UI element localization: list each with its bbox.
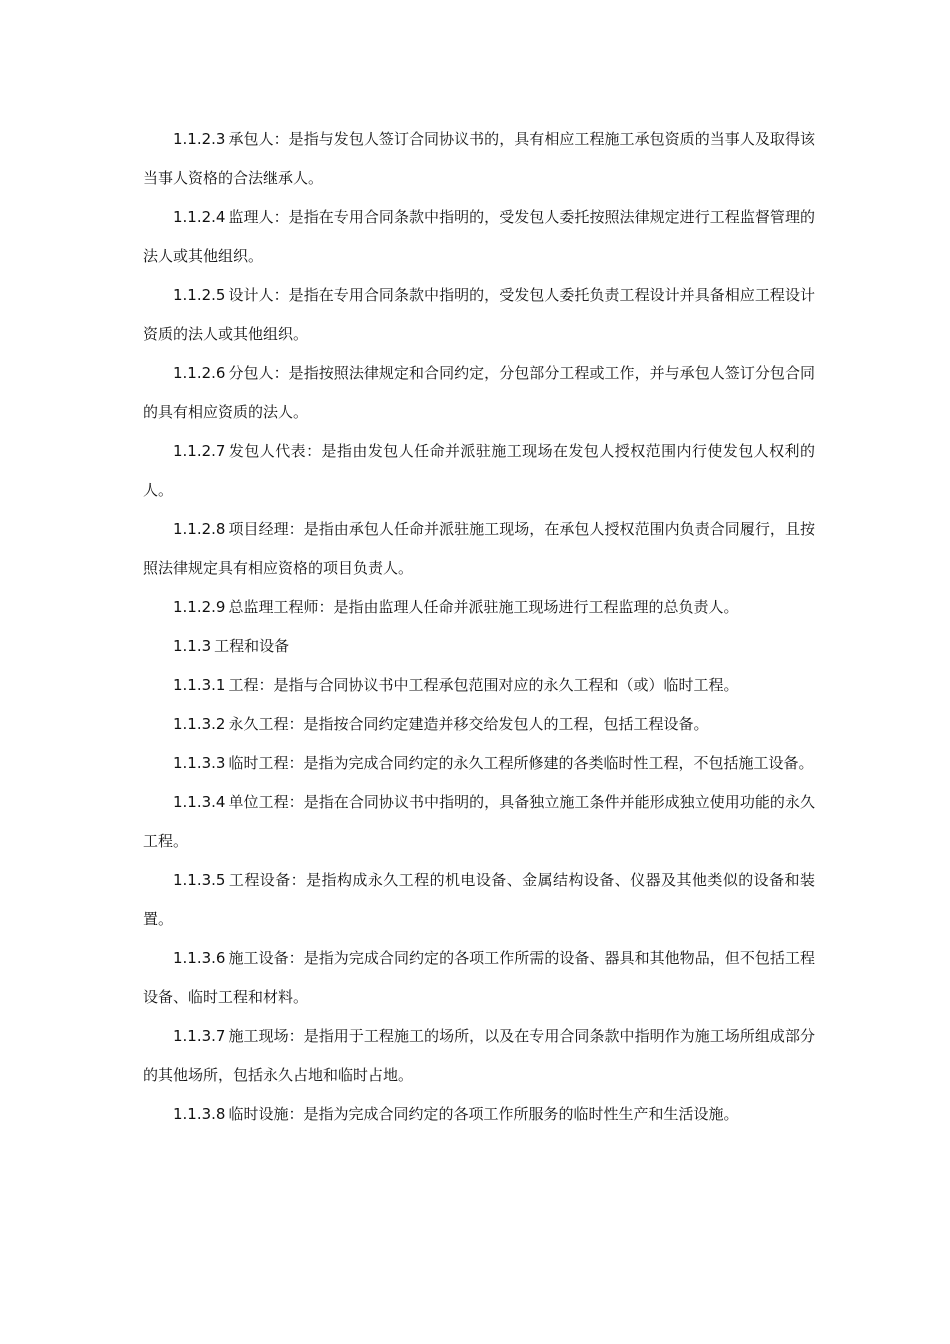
- clause-text: 设计人：是指在专用合同条款中指明的，受发包人委托负责工程设计并具备相应工程设计资质的法人或其他组织。: [143, 286, 815, 343]
- clause-text: 总监理工程师：是指由监理人任命并派驻施工现场进行工程监理的总负责人。: [228, 598, 739, 616]
- document-body: [143, 120, 815, 1134]
- clause-1-1-2-5: [143, 276, 815, 354]
- clause-1-1-2-8: [143, 510, 815, 588]
- clause-number: 1.1.2.4: [173, 208, 226, 226]
- clause-number: 1.1.2.8: [173, 520, 226, 538]
- clause-1-1-3-7: [143, 1017, 815, 1095]
- clause-number: 1.1.3.3: [173, 754, 226, 772]
- clause-number: 1.1.3.8: [173, 1105, 226, 1123]
- clause-number: 1.1.2.9: [173, 598, 226, 616]
- clause-number: 1.1.2.7: [173, 442, 226, 460]
- clause-text: 工程和设备: [214, 637, 290, 655]
- clause-text: 临时工程：是指为完成合同约定的永久工程所修建的各类临时性工程，不包括施工设备。: [228, 754, 814, 772]
- clause-text: 单位工程：是指在合同协议书中指明的，具备独立施工条件并能形成独立使用功能的永久工程。: [143, 793, 815, 850]
- clause-1-1-3-3: [143, 744, 815, 783]
- clause-text: 永久工程：是指按合同约定建造并移交给发包人的工程，包括工程设备。: [228, 715, 709, 733]
- clause-1-1-2-9: [143, 588, 815, 627]
- clause-number: 1.1.2.6: [173, 364, 226, 382]
- clause-1-1-3-1: [143, 666, 815, 705]
- clause-text: 发包人代表：是指由发包人任命并派驻施工现场在发包人授权范围内行使发包人权利的人。: [143, 442, 815, 499]
- clause-1-1-3-5: [143, 861, 815, 939]
- clause-text: 项目经理：是指由承包人任命并派驻施工现场，在承包人授权范围内负责合同履行，且按照法律规定具有相应资格的项目负责人。: [143, 520, 815, 577]
- clause-1-1-2-7: [143, 432, 815, 510]
- clause-number: 1.1.3.4: [173, 793, 226, 811]
- clause-text: 施工设备：是指为完成合同约定的各项工作所需的设备、器具和其他物品，但不包括工程设备、临时工程和材料。: [143, 949, 815, 1006]
- clause-number: 1.1.3.7: [173, 1027, 226, 1045]
- clause-number: 1.1.2.5: [173, 286, 226, 304]
- clause-1-1-3-2: [143, 705, 815, 744]
- clause-text: 监理人：是指在专用合同条款中指明的，受发包人委托按照法律规定进行工程监督管理的法人或其他组织。: [143, 208, 815, 265]
- clause-number: 1.1.3.1: [173, 676, 226, 694]
- clause-number: 1.1.2.3: [173, 130, 226, 148]
- clause-1-1-2-4: [143, 198, 815, 276]
- clause-text: 承包人：是指与发包人签订合同协议书的，具有相应工程施工承包资质的当事人及取得该当事人资格的合法继承人。: [143, 130, 815, 187]
- clause-number: 1.1.3.5: [173, 871, 226, 889]
- clause-number: 1.1.3.6: [173, 949, 226, 967]
- clause-1-1-3-8: [143, 1095, 815, 1134]
- clause-1-1-2-3: [143, 120, 815, 198]
- clause-text: 临时设施：是指为完成合同约定的各项工作所服务的临时性生产和生活设施。: [228, 1105, 739, 1123]
- clause-number: 1.1.3.2: [173, 715, 226, 733]
- clause-1-1-3-4: [143, 783, 815, 861]
- clause-number: 1.1.3: [173, 637, 212, 655]
- clause-text: 工程设备：是指构成永久工程的机电设备、金属结构设备、仪器及其他类似的设备和装置。: [143, 871, 815, 928]
- clause-text: 施工现场：是指用于工程施工的场所，以及在专用合同条款中指明作为施工场所组成部分的其他场所，包括永久占地和临时占地。: [143, 1027, 815, 1084]
- clause-1-1-2-6: [143, 354, 815, 432]
- clause-text: 工程：是指与合同协议书中工程承包范围对应的永久工程和（或）临时工程。: [228, 676, 739, 694]
- clause-text: 分包人：是指按照法律规定和合同约定，分包部分工程或工作，并与承包人签订分包合同的具有相应资质的法人。: [143, 364, 815, 421]
- clause-1-1-3-6: [143, 939, 815, 1017]
- section-1-1-3-heading: [143, 627, 815, 666]
